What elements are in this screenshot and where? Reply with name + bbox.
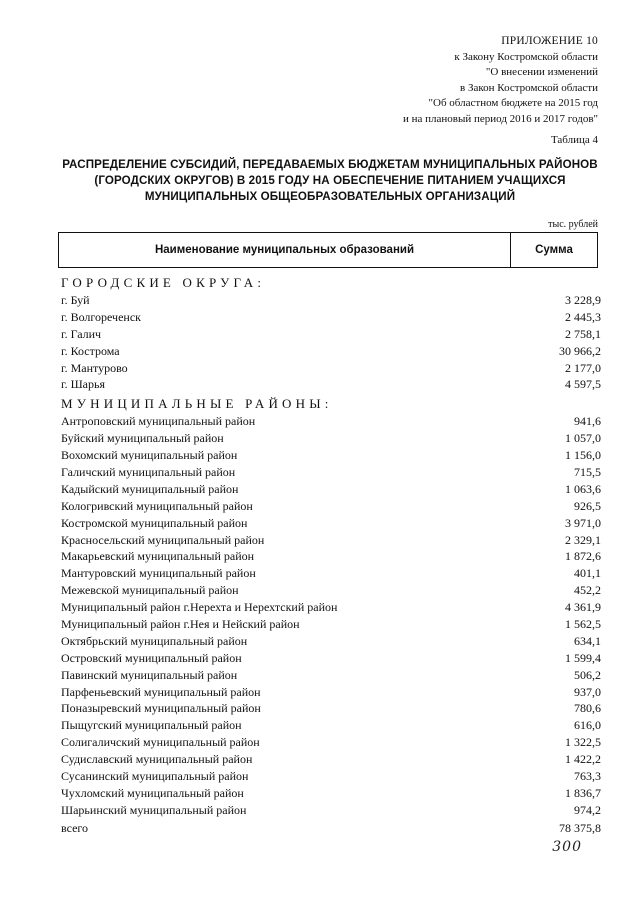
table-row: [61, 413, 601, 430]
row-value: 1 599,4: [565, 650, 601, 665]
table-row: [61, 360, 601, 377]
row-name: Макарьевский муниципальный район: [61, 549, 255, 564]
title-line: (ГОРОДСКИХ ОКРУГОВ) В 2015 ГОДУ НА ОБЕСПЕЧЕНИЕ ПИТАНИЕМ УЧАЩИХСЯ: [94, 174, 566, 187]
row-name: Антроповский муниципальный район: [61, 414, 256, 429]
row-name: г. Галич: [61, 326, 102, 341]
row-name: г. Волгореченск: [61, 309, 141, 324]
row-name: Кологривский муниципальный район: [61, 498, 253, 513]
row-name: Пыщугский муниципальный район: [61, 718, 242, 733]
table-row: [61, 376, 601, 393]
row-value: 30 966,2: [559, 343, 601, 358]
total-value: 78 375,8: [559, 821, 601, 835]
appendix-line: "О внесении изменений: [485, 66, 598, 78]
table-row: [61, 700, 601, 717]
table-row: [61, 430, 601, 447]
row-name: Судиславский муниципальный район: [61, 752, 253, 767]
table-row: [61, 633, 601, 650]
table-label: Таблица 4: [550, 134, 598, 146]
row-value: 401,1: [574, 566, 601, 581]
row-name: Межевской муниципальный район: [61, 583, 239, 598]
table-row: [61, 802, 601, 819]
table-row: [61, 447, 601, 464]
row-name: Муниципальный район г.Нерехта и Нерехтский район: [61, 600, 338, 615]
section-heading-urban: ГОРОДСКИЕ ОКРУГА:: [61, 275, 266, 290]
row-value: 3 971,0: [565, 515, 601, 530]
row-value: 715,5: [574, 465, 601, 480]
row-name: Парфеньевский муниципальный район: [61, 684, 261, 699]
appendix-line: к Закону Костромской области: [454, 50, 598, 63]
row-name: Галичский муниципальный район: [61, 465, 236, 480]
row-name: Буйский муниципальный район: [61, 431, 224, 446]
table-row: [61, 548, 601, 565]
row-name: Сусанинский муниципальный район: [61, 769, 249, 784]
row-name: Шарьинский муниципальный район: [61, 802, 247, 817]
row-value: 634,1: [574, 633, 601, 648]
row-name: Поназыревский муниципальный район: [61, 701, 261, 716]
page-number: 300: [552, 839, 582, 855]
row-value: 974,2: [574, 802, 601, 817]
row-value: 1 562,5: [565, 617, 601, 632]
row-name: Солигаличский муниципальный район: [61, 735, 260, 750]
row-name: Павинский муниципальный район: [61, 667, 238, 682]
table-row: [61, 326, 601, 343]
appendix-line: и на плановый период 2016 и 2017 годов": [402, 112, 598, 125]
total-label: всего: [61, 821, 89, 835]
row-name: г. Шарья: [61, 377, 105, 392]
table-row: [61, 768, 601, 785]
row-value: 616,0: [574, 718, 601, 733]
row-value: 780,6: [574, 701, 601, 716]
row-name: г. Кострома: [61, 343, 120, 358]
column-header-name: Наименование муниципальных образований: [154, 244, 415, 256]
row-name: Кадыйский муниципальный район: [61, 481, 239, 496]
title-line: МУНИЦИПАЛЬНЫХ ОБЩЕОБРАЗОВАТЕЛЬНЫХ ОРГАНИЗАЦИЙ: [144, 190, 516, 203]
row-value: 2 445,3: [565, 309, 601, 324]
row-value: 937,0: [574, 684, 601, 699]
row-value: 763,3: [574, 769, 601, 784]
table-row: [61, 309, 601, 326]
table-row: [61, 650, 601, 667]
units-label: тыс. рублей: [548, 219, 598, 230]
table-row: [61, 565, 601, 582]
row-value: 452,2: [574, 583, 601, 598]
row-name: Красносельский муниципальный район: [61, 532, 265, 547]
table-body: [61, 274, 601, 819]
row-value: 1 057,0: [565, 431, 601, 446]
appendix-number: ПРИЛОЖЕНИЕ 10: [501, 35, 598, 47]
column-header-sum: Сумма: [510, 233, 597, 267]
table-row: [61, 684, 601, 701]
row-value: 4 361,9: [565, 600, 601, 615]
table-row: [61, 785, 601, 802]
table-row: [61, 734, 601, 751]
row-value: 1 836,7: [565, 785, 601, 800]
document-title: [60, 157, 600, 205]
row-name: Вохомский муниципальный район: [61, 448, 238, 463]
row-value: 2 758,1: [565, 326, 601, 341]
table-header: [58, 232, 598, 268]
row-value: 1 063,6: [565, 481, 601, 496]
row-name: Октябрьский муниципальный район: [61, 633, 248, 648]
table-row: [61, 292, 601, 309]
row-name: Островский муниципальный район: [61, 650, 242, 665]
row-name: г. Мантурово: [61, 360, 128, 375]
table-row: [61, 532, 601, 549]
row-name: Чухломский муниципальный район: [61, 785, 244, 800]
row-name: Муниципальный район г.Нея и Нейский район: [61, 617, 300, 632]
appendix-header: [403, 34, 598, 127]
row-name: г. Буй: [61, 293, 90, 307]
table-row: [61, 717, 601, 734]
table-row: [61, 498, 601, 515]
total-row: [61, 821, 601, 836]
table-row: [61, 616, 601, 633]
district-rows: [61, 413, 601, 818]
row-value: 506,2: [574, 667, 601, 682]
table-row: [61, 599, 601, 616]
row-value: 1 322,5: [565, 735, 601, 750]
table-row: [61, 667, 601, 684]
row-value: 1 422,2: [565, 752, 601, 767]
table-row: [61, 343, 601, 360]
appendix-line: в Закон Костромской области: [460, 81, 598, 94]
row-value: 941,6: [574, 414, 601, 429]
row-name: Мантуровский муниципальный район: [61, 566, 256, 581]
row-value: 1 872,6: [565, 549, 601, 564]
row-value: 1 156,0: [565, 448, 601, 463]
row-value: 4 597,5: [565, 377, 601, 392]
table-row: [61, 481, 601, 498]
row-value: 2 177,0: [565, 360, 601, 375]
section-heading-districts: МУНИЦИПАЛЬНЫЕ РАЙОНЫ:: [61, 396, 333, 412]
appendix-line: "Об областном бюджете на 2015 год: [428, 97, 598, 109]
row-name: Костромской муниципальный район: [61, 515, 248, 530]
table-row: [61, 464, 601, 481]
title-line: РАСПРЕДЕЛЕНИЕ СУБСИДИЙ, ПЕРЕДАВАЕМЫХ БЮДЖЕТАМ МУНИЦИПАЛЬНЫХ РАЙОНОВ: [62, 158, 598, 171]
row-value: 3 228,9: [565, 293, 601, 307]
table-row: [61, 515, 601, 532]
table-row: [61, 751, 601, 768]
urban-rows: [61, 292, 601, 393]
table-row: [61, 582, 601, 599]
row-value: 2 329,1: [565, 532, 601, 547]
row-value: 926,5: [574, 498, 601, 513]
